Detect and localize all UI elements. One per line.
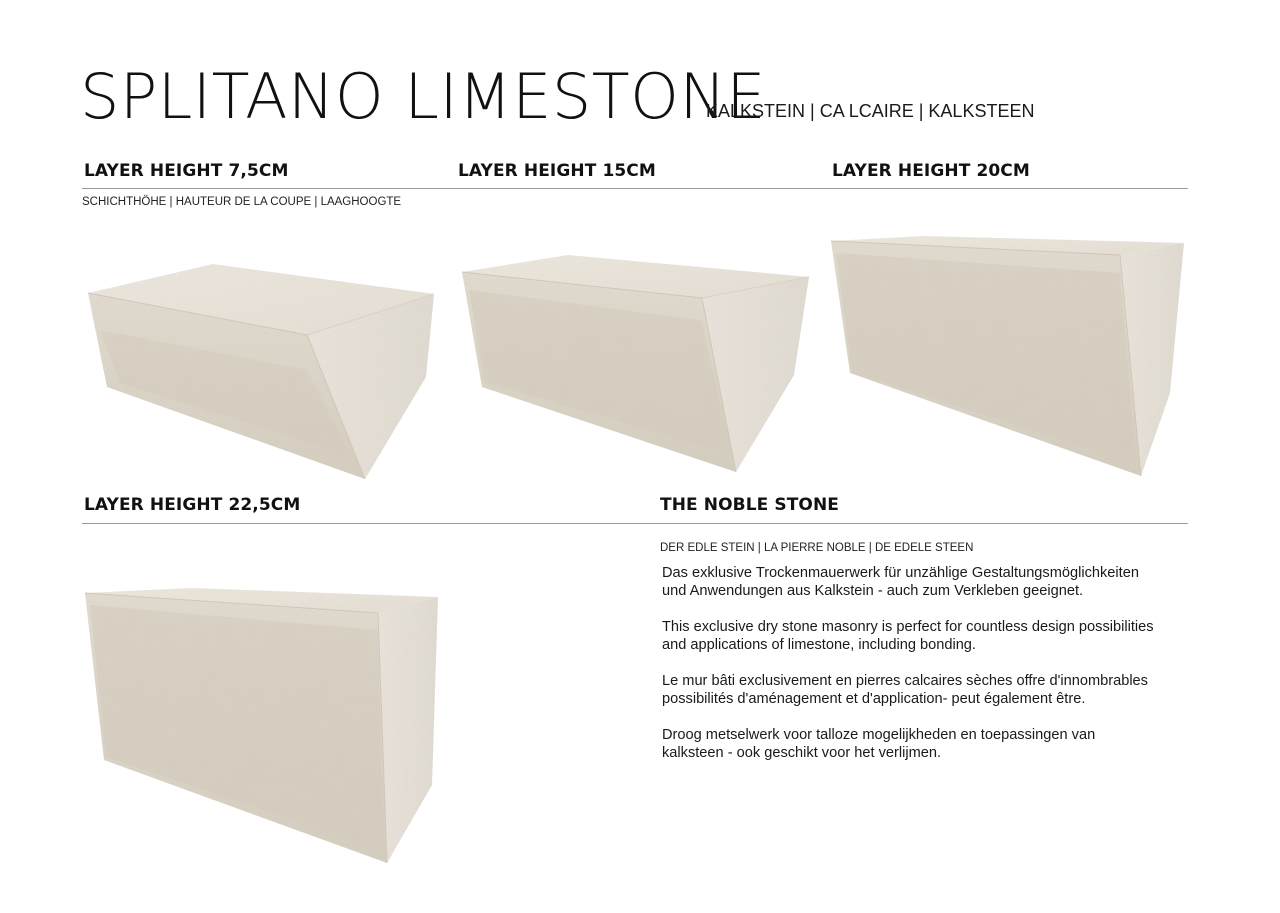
description-line: possibilités d'aménagement et d'application- peut également être. (662, 691, 1086, 707)
noble-stone-translations: DER EDLE STEIN | LA PIERRE NOBLE | DE EDELE STEEN (660, 542, 974, 554)
description-paragraph-de (662, 564, 1192, 600)
description-line: and applications of limestone, including bonding. (662, 637, 976, 653)
layer-height-15-heading: LAYER HEIGHT 15CM (458, 161, 656, 181)
layer-height-7-5-heading: LAYER HEIGHT 7,5CM (84, 161, 289, 181)
stone-image-15 (455, 250, 815, 490)
description-line: This exclusive dry stone masonry is perfect for countless design possibilities (662, 619, 1154, 635)
stone-image-22-5 (82, 585, 442, 865)
page-subtitle: KALKSTEIN | CA LCAIRE | KALKSTEEN (706, 101, 1035, 121)
stone-image-20 (828, 233, 1188, 481)
layer-height-translations: SCHICHTHÖHE | HAUTEUR DE LA COUPE | LAAGHOOGTE (82, 196, 402, 208)
stone-image-7-5 (80, 255, 445, 485)
description-paragraph-en (662, 618, 1192, 654)
description-line: Das exklusive Trockenmauerwerk für unzählige Gestaltungsmöglichkeiten (662, 565, 1139, 581)
divider-middle (82, 523, 1188, 524)
page-title: SPLITANO LIMESTONE (80, 60, 767, 133)
divider-top (82, 188, 1188, 189)
description-paragraph-nl (662, 726, 1192, 762)
layer-height-20-heading: LAYER HEIGHT 20CM (832, 161, 1030, 181)
description-line: Le mur bâti exclusivement en pierres calcaires sèches offre d'innombrables (662, 673, 1148, 689)
noble-stone-heading: THE NOBLE STONE (660, 495, 839, 515)
description-line: Droog metselwerk voor talloze mogelijkheden en toepassingen van (662, 727, 1096, 743)
description-paragraph-fr (662, 672, 1192, 708)
noble-stone-description (662, 564, 1192, 780)
description-line: kalksteen - ook geschikt voor het verlijmen. (662, 745, 942, 761)
layer-height-22-5-heading: LAYER HEIGHT 22,5CM (84, 495, 301, 515)
description-line: und Anwendungen aus Kalkstein - auch zum Verkleben geeignet. (662, 583, 1084, 599)
